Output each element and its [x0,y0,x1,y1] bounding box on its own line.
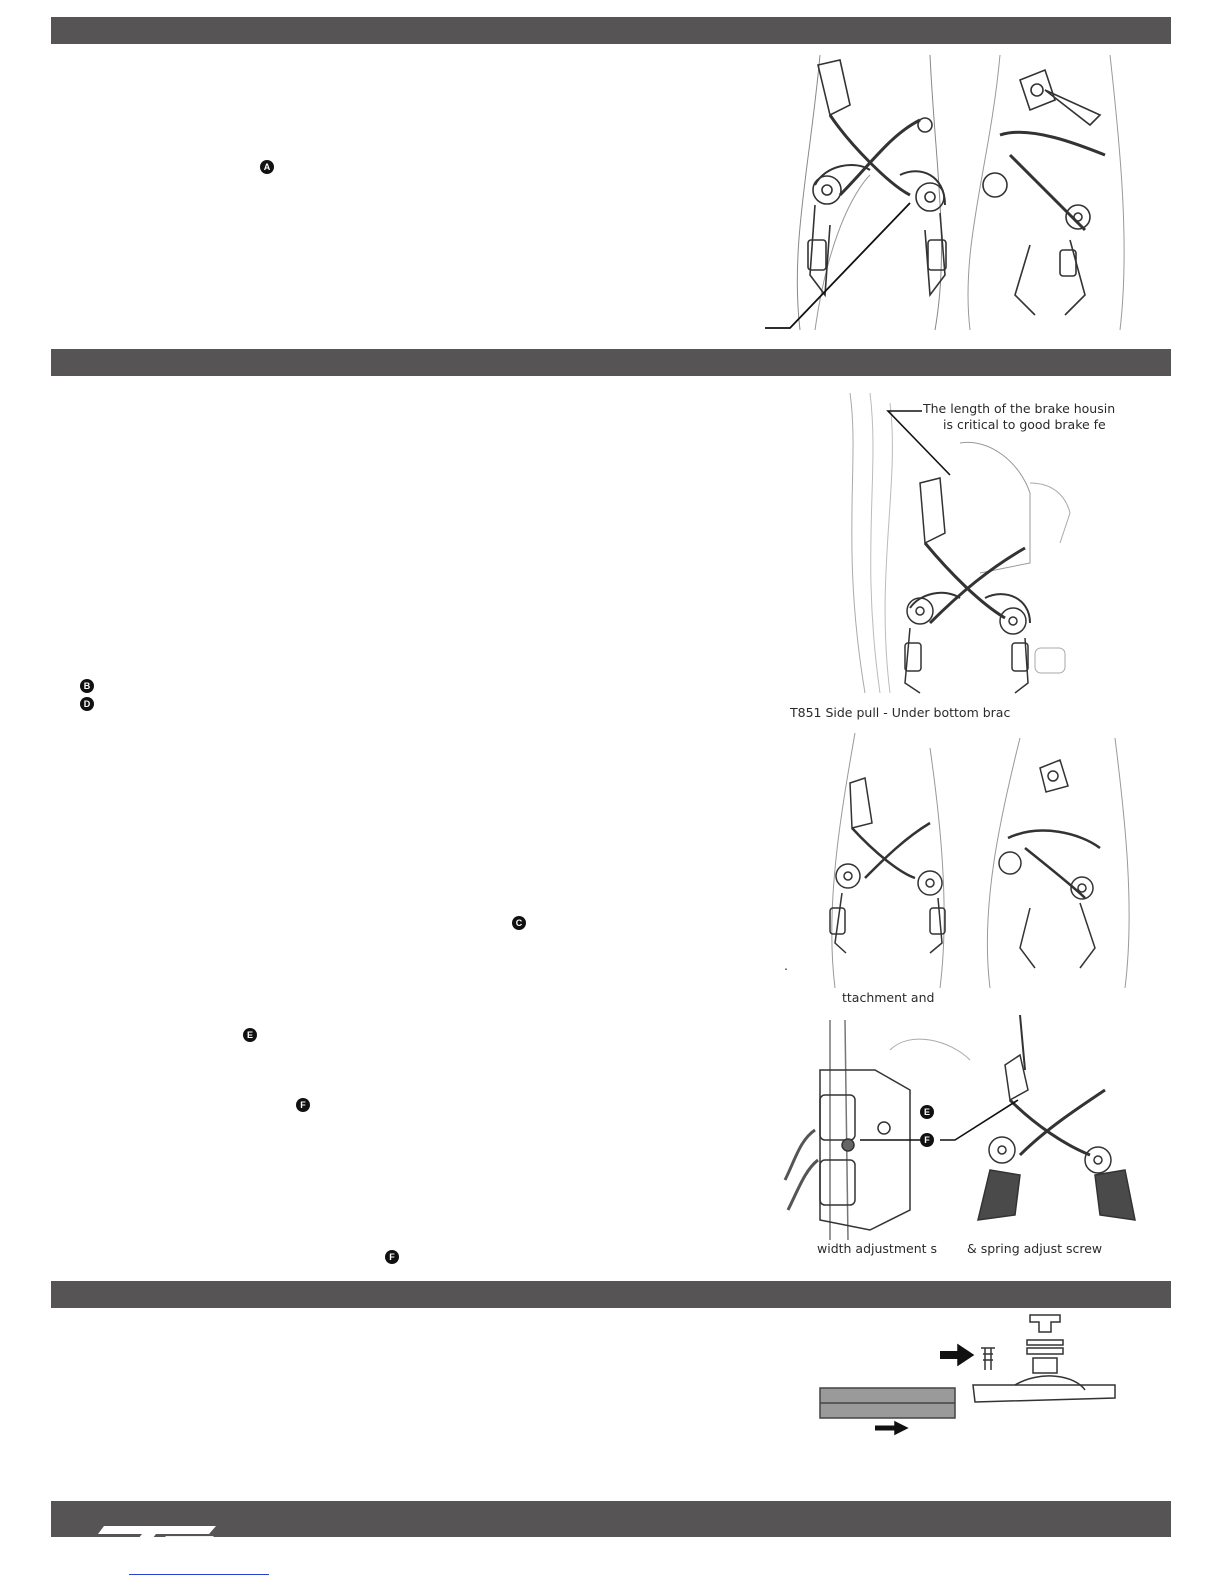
brake-attachment-figure [780,728,1140,998]
attachment-caption: ttachment and [842,990,935,1005]
spring-adjust-caption: & spring adjust screw [967,1241,1103,1256]
housing-caption-line-2: is critical to good brake fe [943,417,1106,432]
marker-a: A [260,160,274,174]
footer-link[interactable] [129,1574,269,1575]
section-header-bar-2 [51,349,1171,376]
marker-f: F [385,1250,399,1264]
attachment-dot: . [784,958,788,973]
marker-d: D [80,697,94,711]
brake-caliper-figure-1 [760,45,1140,335]
trp-logo [96,1524,226,1546]
marker-c: C [512,916,526,930]
section-header-bar-1 [51,17,1171,44]
marker-f: F [296,1098,310,1112]
brake-pad-figure [815,1310,1125,1440]
figure-marker-f: F [920,1133,934,1147]
housing-caption-line-1: The length of the brake housin [923,401,1116,416]
adjustment-screws-figure [780,1010,1140,1245]
marker-e: E [243,1028,257,1042]
side-pull-caption: T851 Side pull - Under bottom brac [790,705,1011,720]
width-adjustment-caption: width adjustment s [817,1241,938,1256]
marker-b: B [80,679,94,693]
section-header-bar-3 [51,1281,1171,1308]
figure-marker-e: E [920,1105,934,1119]
